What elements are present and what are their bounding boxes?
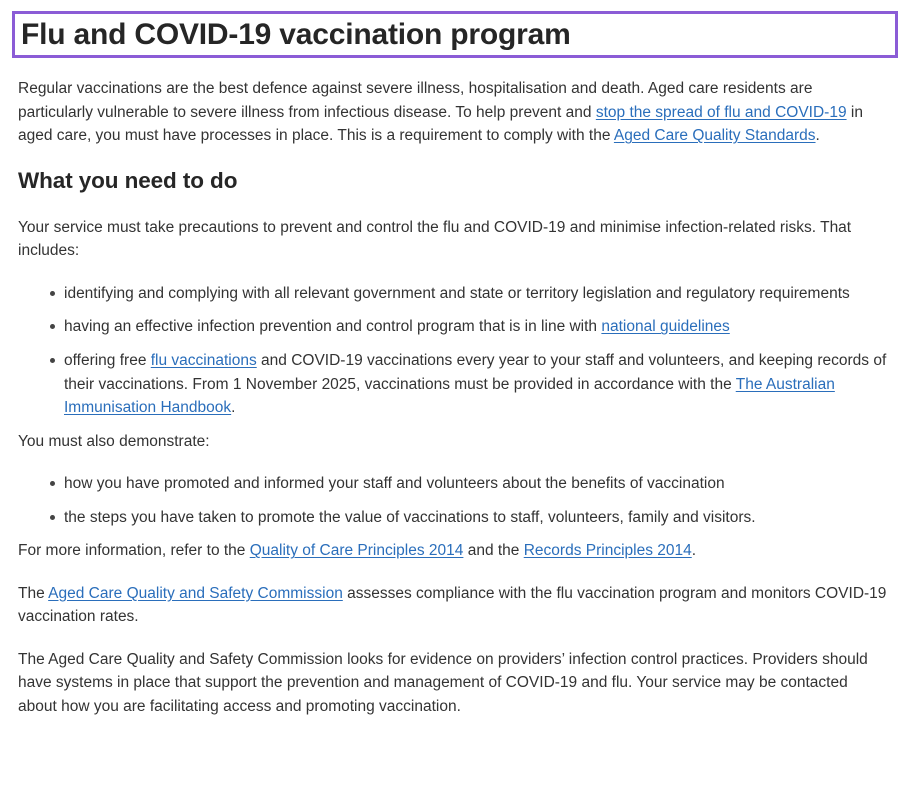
link-australian-immunisation-handbook[interactable]: The Australian Immunisation Handbook (64, 375, 835, 417)
intro-text-2: in aged care, you must have processes in place. This is a requirement to comply with the (18, 103, 863, 145)
page-title-box (12, 11, 898, 58)
more-info-text-1: For more information, refer to the (18, 542, 250, 560)
list-item (18, 282, 890, 306)
bullet-text-2: and COVID-19 vaccinations every year to your staff and volunteers, and keeping records of their vaccinations. From 1 November 2025, vaccinations must be provided in accordance with the (64, 351, 887, 393)
link-quality-of-care-principles-2014[interactable]: Quality of Care Principles 2014 (249, 542, 464, 560)
link-aged-care-quality-standards[interactable]: Aged Care Quality Standards (613, 127, 816, 145)
page-title: Flu and COVID-19 vaccination program (21, 17, 571, 51)
link-records-principles-2014[interactable]: Records Principles 2014 (523, 542, 692, 560)
bullet-text-1: offering free (64, 351, 151, 369)
intro-paragraph (18, 77, 890, 148)
list-item (18, 472, 890, 496)
more-info-text-3: . (691, 542, 697, 560)
intro-text-1: Regular vaccinations are the best defence against severe illness, hospitalisation and death. Aged care residents are particularly vulnerable to severe illness from infectious disease. To help prevent and (18, 80, 813, 121)
bullet-text-1: the steps you have taken to promote the value of vaccinations to staff, volunteers, family and visitors. (64, 508, 756, 526)
bullet-text-1: how you have promoted and informed your staff and volunteers about the benefits of vaccination (64, 475, 725, 493)
list-item (18, 315, 890, 339)
link-national-guidelines[interactable]: national guidelines (601, 318, 730, 336)
primary-requirements-list (18, 282, 890, 420)
link-aged-care-quality-and-safety-commission[interactable]: Aged Care Quality and Safety Commission (48, 584, 343, 602)
commission-paragraph (18, 582, 890, 629)
list-item (18, 506, 890, 530)
section-lead-paragraph: Your service must take precautions to prevent and control the flu and COVID-19 and minimise infection-related risks. That includes: (18, 218, 852, 260)
evidence-paragraph: The Aged Care Quality and Safety Commission looks for evidence on providers’ infection control practices. Providers should have systems in place that support the prevention and management of COVID-19 and flu. Your service may be contacted about how you are facilitating access and promoting vaccination. (18, 650, 868, 715)
link-flu-vaccinations[interactable]: flu vaccinations (150, 351, 257, 369)
commission-text-1: The (18, 584, 49, 602)
bullet-text-1: identifying and complying with all relevant government and state or territory legislation and regulatory requirements (64, 284, 850, 302)
link-stop-spread-flu-covid[interactable]: stop the spread of flu and COVID-19 (595, 103, 847, 121)
content-column (18, 58, 890, 719)
intro-text-3: . (815, 127, 820, 145)
section-heading-what-you-need-to-do: What you need to do (18, 167, 238, 193)
more-info-text-2: and the (463, 542, 524, 560)
bullet-text-3: . (231, 399, 236, 417)
commission-text-2: assesses compliance with the flu vaccination program and monitors COVID-19 vaccination rates. (18, 584, 887, 626)
demonstrate-lead-paragraph: You must also demonstrate: (18, 432, 210, 450)
list-item (18, 349, 890, 420)
demonstrate-list (18, 472, 890, 529)
more-information-paragraph (18, 539, 890, 563)
bullet-text-1: having an effective infection prevention and control program that is in line with (64, 318, 602, 336)
